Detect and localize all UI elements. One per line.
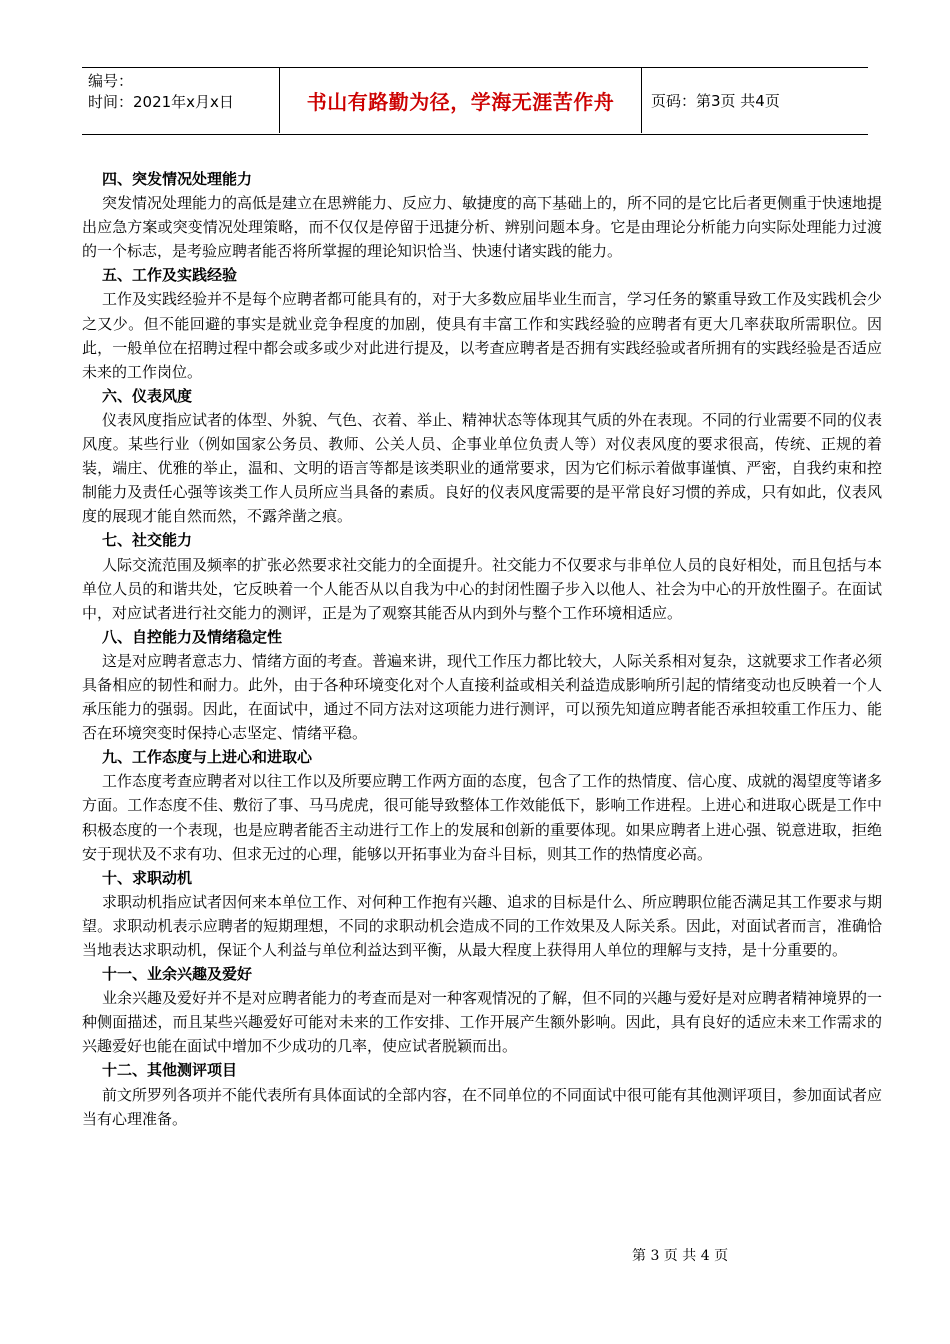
section-paragraph: 人际交流范围及频率的扩张必然要求社交能力的全面提升。社交能力不仅要求与非单位人员的良好相处，而且包括与本单位人员的和谐共处，它反映着一个人能否从以自我为中心的封闭性圈子步入以他人、社会为中心的开放性圈子。在面试中，对应试者进行社交能力的测评，正是为了观察其能否从内到外与整个工作环境相适应。 xyxy=(82,555,883,622)
document-body xyxy=(82,167,882,1131)
section-paragraph: 工作态度考查应聘者对以往工作以及所要应聘工作两方面的态度，包含了工作的热情度、信心度、成就的渴望度等诸多方面。工作态度不佳、敷衍了事、马马虎虎，很可能导致整体工作效能低下，影响工作进程。上进心和进取心既是工作中积极态度的一个表现，也是应聘者能否主动进行工作上的发展和创新的重要体现。如果应聘者上进心强、锐意进取，拒绝安于现状及不求有功、但求无过的心理，能够以开拓事业为奋斗目标，则其工作的热情度必高。 xyxy=(82,772,883,863)
section-title: 七、社交能力 xyxy=(102,531,193,550)
page-footer: 第 3 页 共 4 页 xyxy=(632,1248,729,1264)
page-header xyxy=(82,67,868,135)
section-title: 十二、其他测评项目 xyxy=(102,1061,238,1080)
section-title: 五、工作及实践经验 xyxy=(102,266,238,285)
section-title: 八、自控能力及情绪稳定性 xyxy=(102,627,283,646)
section-paragraph: 工作及实践经验并不是每个应聘者都可能具有的，对于大多数应届毕业生而言，学习任务的繁重导致工作及实践机会少之又少。但不能回避的事实是就业竞争程度的加剧，使具有丰富工作和实践经验的应聘者有更大几率获取所需职位。因此，一般单位在招聘过程中都会或多或少对此进行提及，以考查应聘者是否拥有实践经验或者所拥有的实践经验是否适应未来的工作岗位。 xyxy=(82,290,883,381)
doc-time-label: 时间：2021年x月x日 xyxy=(88,93,234,111)
section-title: 十一、业余兴趣及爱好 xyxy=(102,965,253,984)
section-title: 四、突发情况处理能力 xyxy=(102,170,253,188)
header-page-info: 页码：第3页 共4页 xyxy=(651,92,780,110)
header-meta xyxy=(88,71,234,113)
section-paragraph: 求职动机指应试者因何来本单位工作、对何种工作抱有兴趣、追求的目标是什么、所应聘职位能否满足其工作要求与期望。求职动机表示应聘者的短期理想，不同的求职动机会造成不同的工作效果及人际关系。因此，对面试者而言，准确恰当地表达求职动机，保证个人利益与单位利益达到平衡，从最大程度上获得用人单位的理解与支持，是十分重要的。 xyxy=(82,892,883,959)
section-paragraph: 业余兴趣及爱好并不是对应聘者能力的考查而是对一种客观情况的了解，但不同的兴趣与爱好是对应聘者精神境界的一种侧面描述，而且某些兴趣爱好可能对未来的工作安排、工作开展产生额外影响。因此，具有良好的适应未来工作需求的兴趣爱好也能在面试中增加不少成功的几率，使应试者脱颖而出。 xyxy=(82,989,883,1056)
doc-number-label: 编号： xyxy=(88,72,134,90)
section-title: 九、工作态度与上进心和进取心 xyxy=(102,748,313,767)
header-motto: 书山有路勤为径，学海无涯苦作舟 xyxy=(279,68,642,133)
section-paragraph: 这是对应聘者意志力、情绪方面的考查。普遍来讲，现代工作压力都比较大，人际关系相对复杂，这就要求工作者必须具备相应的韧性和耐力。此外，由于各种环境变化对个人直接利益或相关利益造成影响所引起的情绪变动也反映着一个人承压能力的强弱。因此，在面试中，通过不同方法对这项能力进行测评，可以预先知道应聘者能否承担较重工作压力、能否在环境突变时保持心志坚定、情绪平稳。 xyxy=(82,651,883,743)
section-paragraph: 突发情况处理能力的高低是建立在思辨能力、反应力、敏捷度的高下基础上的，所不同的是它比后者更侧重于快速地提出应急方案或突变情况处理策略，而不仅仅是停留于迅捷分析、辨别问题本身。它是由理论分析能力向实际处理能力过渡的一个标志，是考验应聘者能否将所掌握的理论知识恰当、快速付诸实践的能力。 xyxy=(82,194,883,261)
section-paragraph: 仪表风度指应试者的体型、外貌、气色、衣着、举止、精神状态等体现其气质的外在表现。不同的行业需要不同的仪表风度。某些行业（例如国家公务员、教师、公关人员、企事业单位负责人等）对仪表风度的要求很高，传统、正规的着装，端庄、优雅的举止，温和、文明的语言等都是该类职业的通常要求，因为它们标示着做事谨慎、严密，自我约束和控制能力及责任心强等该类工作人员所应当具备的素质。良好的仪表风度需要的是平常良好习惯的养成，只有如此，仪表风度的展现才能自然而然，不露斧凿之痕。 xyxy=(82,410,883,526)
section-paragraph: 前文所罗列各项并不能代表所有具体面试的全部内容，在不同单位的不同面试中很可能有其他测评项目，参加面试者应当有心理准备。 xyxy=(82,1085,883,1128)
section-title: 十、求职动机 xyxy=(102,868,193,887)
section-title: 六、仪表风度 xyxy=(102,386,193,405)
